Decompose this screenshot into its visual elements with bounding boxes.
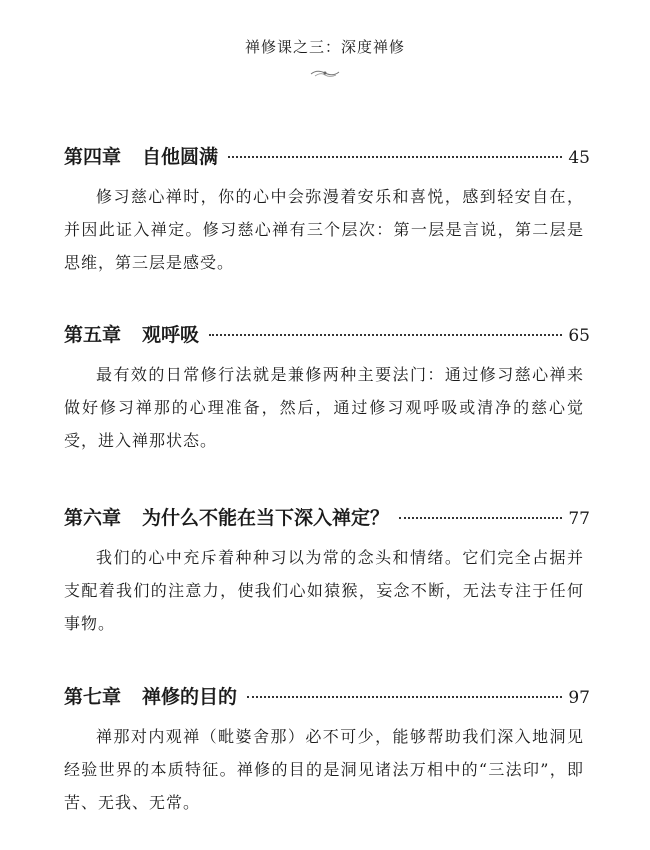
page-number: 97	[568, 688, 590, 708]
chapter-title: 观呼吸	[142, 324, 200, 346]
chapter-number: 第四章	[64, 146, 122, 168]
chapter-summary: 禅那对内观禅（毗婆舍那）必不可少，能够帮助我们深入地洞见经验世界的本质特征。禅修的目的是洞见诸法万相中的“三法印”，即苦、无我、无常。	[64, 727, 584, 812]
toc-entry-chapter-6[interactable]	[64, 503, 590, 640]
chapter-summary: 最有效的日常修行法就是兼修两种主要法门：通过修习慈心禅来做好修习禅那的心理准备，然后，通过修习观呼吸或清净的慈心觉受，进入禅那状态。	[64, 365, 584, 450]
dot-leader	[247, 696, 562, 698]
ornament-icon	[309, 66, 341, 80]
chapter-number: 第六章	[64, 507, 122, 529]
chapter-title: 禅修的目的	[142, 686, 238, 708]
toc-entry-chapter-5[interactable]	[64, 320, 590, 457]
dot-leader	[228, 156, 562, 158]
chapter-summary: 我们的心中充斥着种种习以为常的念头和情绪。它们完全占据并支配着我们的注意力，使我们心如猿猴，妄念不断，无法专注于任何事物。	[64, 548, 584, 633]
toc-entry-chapter-4[interactable]	[64, 142, 590, 279]
toc-entry-chapter-7[interactable]	[64, 682, 590, 819]
chapter-title: 为什么不能在当下深入禅定？	[142, 507, 390, 529]
chapter-number: 第七章	[64, 686, 122, 708]
page-number: 77	[568, 509, 590, 529]
chapter-summary: 修习慈心禅时，你的心中会弥漫着安乐和喜悦，感到轻安自在，并因此证入禅定。修习慈心禅有三个层次：第一层是言说，第二层是思维，第三层是感受。	[64, 187, 584, 272]
page-number: 65	[568, 326, 590, 346]
page-header-title: 禅修课之三：深度禅修	[244, 38, 405, 56]
page-number: 45	[568, 148, 590, 168]
chapter-number: 第五章	[64, 324, 122, 346]
chapter-title: 自他圆满	[142, 146, 219, 168]
dot-leader	[399, 517, 562, 519]
dot-leader	[209, 334, 562, 336]
